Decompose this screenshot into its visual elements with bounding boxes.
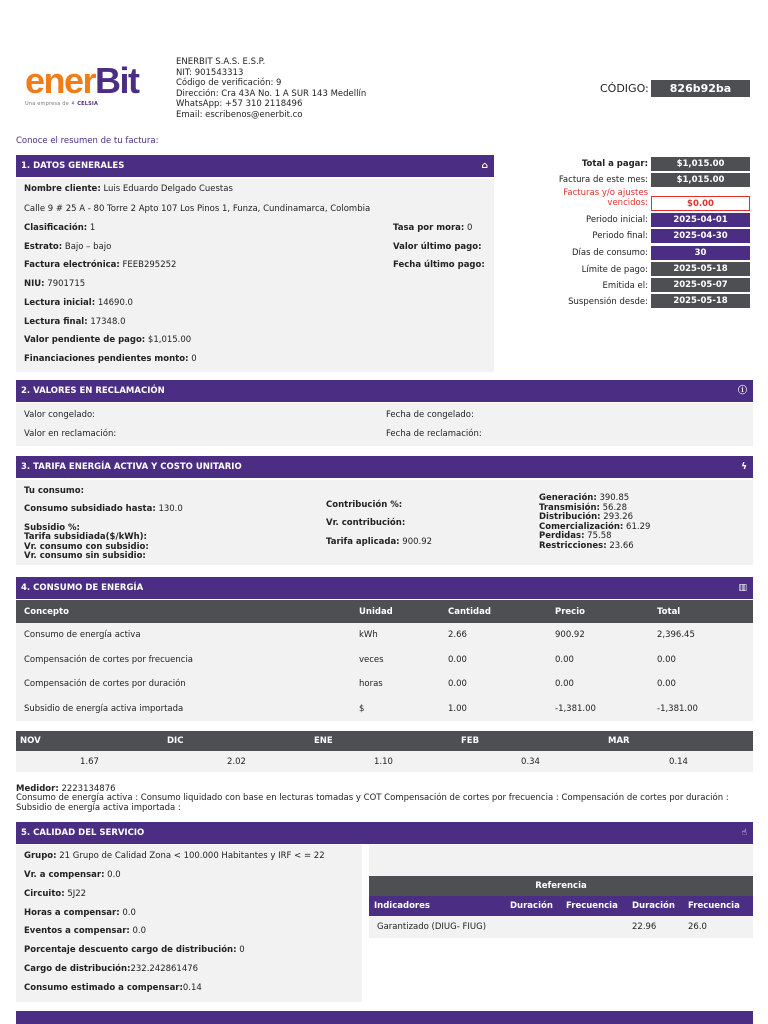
- table-cell: 26.0: [683, 916, 753, 938]
- section-2-panel: [16, 403, 753, 446]
- indicadores-table: [369, 876, 753, 938]
- column-header: Precio: [547, 600, 649, 623]
- factura-row: [24, 260, 176, 270]
- field-label: Consumo estimado a compensar:: [24, 983, 183, 993]
- table-cell: 0.00: [657, 654, 676, 665]
- fecha-congelado: Fecha de congelado:: [386, 410, 474, 420]
- field-value: 0.0: [122, 908, 136, 918]
- field-label: Clasificación:: [24, 223, 88, 233]
- month-value: 1.10: [310, 751, 457, 772]
- home-icon: ⌂: [481, 161, 488, 171]
- field-value: 0.14: [182, 983, 202, 993]
- table-row: [369, 916, 753, 938]
- table-row: [16, 623, 753, 648]
- table-cell: Compensación de cortes por duración: [24, 679, 186, 690]
- circuito-row: [24, 889, 86, 899]
- table-cell: -1,381.00: [555, 703, 596, 714]
- field-label: Financiaciones pendientes monto:: [24, 354, 189, 364]
- month-value: 0.34: [457, 751, 604, 772]
- component-row: [539, 542, 650, 552]
- summary-value: 2025-04-30: [651, 229, 750, 243]
- summary-label: Emitida el:: [602, 281, 648, 291]
- section-4-header: [16, 577, 753, 599]
- chart-icon: ▥: [738, 583, 747, 593]
- component-value: 390.85: [599, 493, 630, 503]
- table-row: [16, 672, 753, 697]
- logo-text-ener: ener: [25, 60, 96, 101]
- table-cell: 0.00: [448, 679, 467, 690]
- company-name: ENERBIT S.A.S. E.S.P.: [176, 57, 266, 67]
- consumo-con-subsidio-label: Vr. consumo con subsidio:: [24, 542, 149, 552]
- field-label: Estrato:: [24, 242, 63, 252]
- fecha-pago-label: Fecha último pago:: [393, 260, 485, 270]
- month-header: FEB: [457, 731, 604, 751]
- table-cell: Garantizado (DIUG- FIUG): [369, 916, 505, 938]
- codigo-value: 826b92ba: [651, 80, 750, 97]
- summary-label: Límite de pago:: [581, 265, 648, 275]
- month-value: 0.14: [604, 751, 753, 772]
- table-cell: [505, 916, 561, 938]
- consumo-notes: Consumo de energía activa : Consumo liquidado con base en lecturas tomadas y COT Compensación de cortes por frecuencia : Compensación de cortes por duración : Subsidio de energía activa importada :: [16, 793, 729, 813]
- month-value-row: [16, 751, 753, 772]
- section-5-header: [16, 822, 753, 844]
- field-label: NIU:: [24, 279, 45, 289]
- table-cell: Consumo de energía activa: [24, 630, 141, 641]
- niu-row: [24, 279, 85, 289]
- section-title: 4. CONSUMO DE ENERGÍA: [21, 583, 144, 593]
- tarifa-subsidiada-label: Tarifa subsidiada($/kWh):: [24, 532, 147, 542]
- company-address: Dirección: Cra 43A No. 1 A SUR 143 Medellín: [176, 88, 367, 99]
- field-value: 0.0: [132, 926, 147, 936]
- subsidio-pct-label: Subsidio %:: [24, 523, 80, 533]
- table-cell: 2,396.45: [657, 630, 695, 641]
- cliente-value: Luis Eduardo Delgado Cuestas: [103, 184, 233, 194]
- mora-row: [393, 223, 472, 233]
- field-label: Circuito:: [24, 889, 65, 899]
- field-value: 5J22: [67, 889, 87, 899]
- component-value: 61.29: [626, 521, 651, 532]
- field-label: Factura electrónica:: [24, 260, 120, 270]
- column-header: Frecuencia: [561, 896, 627, 916]
- company-email: Email: escribenos@enerbit.co: [176, 109, 303, 120]
- month-header: MAR: [604, 731, 753, 751]
- summary-value: $1,015.00: [651, 157, 750, 171]
- table-cell: 0.00: [657, 679, 676, 690]
- table-cell: -1,381.00: [657, 703, 698, 714]
- field-value: 21 Grupo de Calidad Zona < 100.000 Habitantes y IRF < = 22: [59, 851, 325, 861]
- column-header: Frecuencia: [683, 896, 753, 916]
- component-label: Distribución:: [539, 512, 601, 523]
- component-label: Transmisión:: [539, 502, 600, 513]
- field-label: Valor pendiente de pago:: [24, 335, 146, 345]
- component-value: 293.26: [603, 512, 634, 523]
- section-title: 2. VALORES EN RECLAMACIÓN: [21, 386, 165, 396]
- field-value: 0.0: [107, 870, 121, 880]
- summary-value: 30: [651, 246, 750, 260]
- table-header-row: [16, 600, 753, 623]
- month-value: 2.02: [163, 751, 310, 772]
- field-value: $1,015.00: [147, 335, 192, 345]
- table-cell: 0.00: [555, 679, 574, 690]
- section-5-left-panel: [16, 845, 362, 1002]
- column-header: Duración: [505, 896, 561, 916]
- field-value: FEEB295252: [122, 260, 177, 270]
- column-header: Total: [649, 600, 753, 623]
- table-cell: [561, 916, 627, 938]
- subsidiado-row: [24, 504, 183, 514]
- valor-reclamacion: Valor en reclamación:: [24, 429, 117, 439]
- summary-value: 2025-04-01: [651, 213, 750, 227]
- vr-compensar-row: [24, 870, 121, 880]
- cargo-row: [24, 964, 198, 974]
- field-value: 17348.0: [90, 317, 126, 327]
- field-label: Eventos a compensar:: [24, 926, 130, 936]
- table-cell: 0.00: [448, 654, 467, 665]
- section-2-header: [16, 380, 753, 402]
- summary-value: $0.00: [651, 196, 750, 211]
- summary-value: 2025-05-18: [651, 294, 750, 308]
- vr-contribucion-label: Vr. contribución:: [326, 518, 406, 528]
- referencia-header: Referencia: [369, 876, 753, 896]
- section-3-header: [16, 456, 753, 478]
- field-value: 0: [239, 945, 245, 955]
- field-label: Cargo de distribución:: [24, 964, 131, 974]
- intro-text: Conoce el resumen de tu factura:: [16, 136, 159, 146]
- codigo-label: CÓDIGO:: [600, 82, 649, 95]
- component-label: Generación:: [539, 493, 597, 503]
- component-value: 75.58: [587, 531, 612, 542]
- field-label: Horas a compensar:: [24, 908, 120, 918]
- table-cell: 1.00: [448, 703, 467, 714]
- component-value: 23.66: [609, 540, 634, 551]
- cliente-row: [24, 184, 233, 194]
- month-header: NOV: [16, 731, 163, 751]
- company-info: [176, 57, 366, 120]
- company-verification: Código de verificación: 9: [176, 78, 282, 88]
- valor-congelado: Valor congelado:: [24, 410, 96, 420]
- field-label: Lectura inicial:: [24, 298, 96, 308]
- component-label: Comercialización:: [539, 521, 624, 532]
- tarifa-components: [539, 494, 650, 552]
- month-value: 1.67: [16, 751, 163, 772]
- horas-row: [24, 908, 136, 918]
- summary-value: 2025-05-07: [651, 278, 750, 292]
- field-label: Tarifa aplicada:: [326, 537, 400, 547]
- section-title: 1. DATOS GENERALES: [21, 161, 125, 171]
- table-cell: 2.66: [448, 630, 467, 641]
- field-label: Nombre cliente:: [24, 184, 101, 194]
- field-label: Vr. a compensar:: [24, 870, 105, 880]
- logo-tagline: Una empresa de: [25, 101, 69, 107]
- table-cell: veces: [359, 654, 384, 665]
- column-header: Indicadores: [369, 896, 505, 916]
- component-label: Restricciones:: [539, 540, 607, 551]
- table-header-row: [369, 896, 753, 916]
- enerbit-logo: enerBit Una empresa de ⚘ CELSIA: [25, 60, 139, 107]
- company-whatsapp: WhatsApp: +57 310 2118496: [176, 99, 303, 109]
- field-value: 1: [89, 223, 96, 233]
- thumbs-up-icon: ☝: [741, 828, 747, 838]
- field-label: Tasa por mora:: [393, 223, 465, 233]
- table-cell: kWh: [359, 630, 378, 641]
- consumo-table: [16, 600, 753, 721]
- column-header: Cantidad: [440, 600, 547, 623]
- estrato-row: [24, 242, 111, 252]
- section-title: 3. TARIFA ENERGÍA ACTIVA Y COSTO UNITARIO: [21, 462, 242, 472]
- table-cell: 0.00: [555, 654, 574, 665]
- field-label: Consumo subsidiado hasta:: [24, 504, 156, 514]
- field-label: Grupo:: [24, 851, 57, 861]
- tarifa-aplicada-row: [326, 537, 432, 547]
- eventos-row: [24, 926, 146, 936]
- component-value: 56.28: [602, 502, 627, 513]
- table-row: [16, 648, 753, 673]
- tu-consumo-label: Tu consumo:: [24, 486, 85, 496]
- monthly-consumption-table: [16, 731, 753, 772]
- consumo-sin-subsidio-label: Vr. consumo sin subsidio:: [24, 551, 146, 561]
- table-cell: $: [359, 703, 365, 714]
- direccion: Calle 9 # 25 A - 80 Torre 2 Apto 107 Los Pinos 1, Funza, Cundinamarca, Colombia: [24, 204, 371, 214]
- field-value: 14690.0: [97, 298, 133, 308]
- column-header: Duración: [627, 896, 683, 916]
- section-5-right-top: [369, 845, 753, 876]
- logo-text-bit: Bit: [95, 60, 139, 101]
- lectura-final-row: [24, 317, 125, 327]
- contribucion-pct-label: Contribución %:: [326, 500, 403, 510]
- field-value: 232.242861476: [130, 964, 199, 974]
- field-label: Medidor:: [16, 784, 59, 794]
- ultimo-pago-label: Valor último pago:: [393, 242, 482, 252]
- logo-celsia: CELSIA: [77, 101, 99, 107]
- month-header: ENE: [310, 731, 457, 751]
- table-cell: Compensación de cortes por frecuencia: [24, 654, 194, 665]
- summary-label: Días de consumo:: [572, 248, 648, 258]
- grupo-row: [24, 851, 325, 861]
- summary-label: Periodo inicial:: [586, 215, 648, 225]
- lectura-inicial-row: [24, 298, 133, 308]
- field-value: 0: [191, 354, 197, 364]
- referencia-row: [369, 876, 753, 896]
- table-cell: Subsidio de energía activa importada: [24, 703, 184, 714]
- field-value: Bajo – bajo: [64, 242, 112, 252]
- field-value: 0: [467, 223, 473, 233]
- summary-value: $1,015.00: [651, 173, 750, 187]
- estimado-row: [24, 983, 202, 993]
- summary-label: Total a pagar:: [581, 159, 648, 169]
- pendiente-row: [24, 335, 191, 345]
- table-cell: 900.92: [555, 630, 585, 641]
- field-label: Porcentaje descuento cargo de distribución:: [24, 945, 237, 955]
- table-row: [16, 697, 753, 722]
- summary-label: Facturas y/o ajustes vencidos:: [563, 188, 648, 208]
- table-cell: horas: [359, 679, 383, 690]
- column-header: Unidad: [351, 600, 440, 623]
- section-title: 5. CALIDAD DEL SERVICIO: [21, 828, 145, 838]
- section-1-header: [16, 155, 494, 177]
- summary-label: Factura de este mes:: [558, 175, 648, 185]
- section-6-header: [16, 1011, 753, 1024]
- clasificacion-row: [24, 223, 95, 233]
- field-value: 130.0: [158, 504, 183, 514]
- info-circle-icon: ⓘ: [737, 386, 747, 396]
- bolt-icon: ϟ: [741, 462, 747, 472]
- company-nit: NIT: 901543313: [176, 67, 244, 78]
- column-header: Concepto: [16, 600, 351, 623]
- field-value: 900.92: [402, 537, 433, 547]
- fecha-reclamacion: Fecha de reclamación:: [386, 429, 482, 439]
- medidor-value: 2223134876: [61, 784, 116, 794]
- summary-label: Suspensión desde:: [568, 297, 648, 307]
- porcentaje-row: [24, 945, 245, 955]
- field-value: 7901715: [47, 279, 86, 289]
- summary-label: Periodo final:: [592, 231, 648, 241]
- table-cell: 22.96: [627, 916, 683, 938]
- summary-value: 2025-05-18: [651, 262, 750, 276]
- component-label: Perdidas:: [539, 531, 585, 542]
- month-header-row: [16, 731, 753, 751]
- financiaciones-row: [24, 354, 197, 364]
- month-header: DIC: [163, 731, 310, 751]
- field-label: Lectura final:: [24, 317, 88, 327]
